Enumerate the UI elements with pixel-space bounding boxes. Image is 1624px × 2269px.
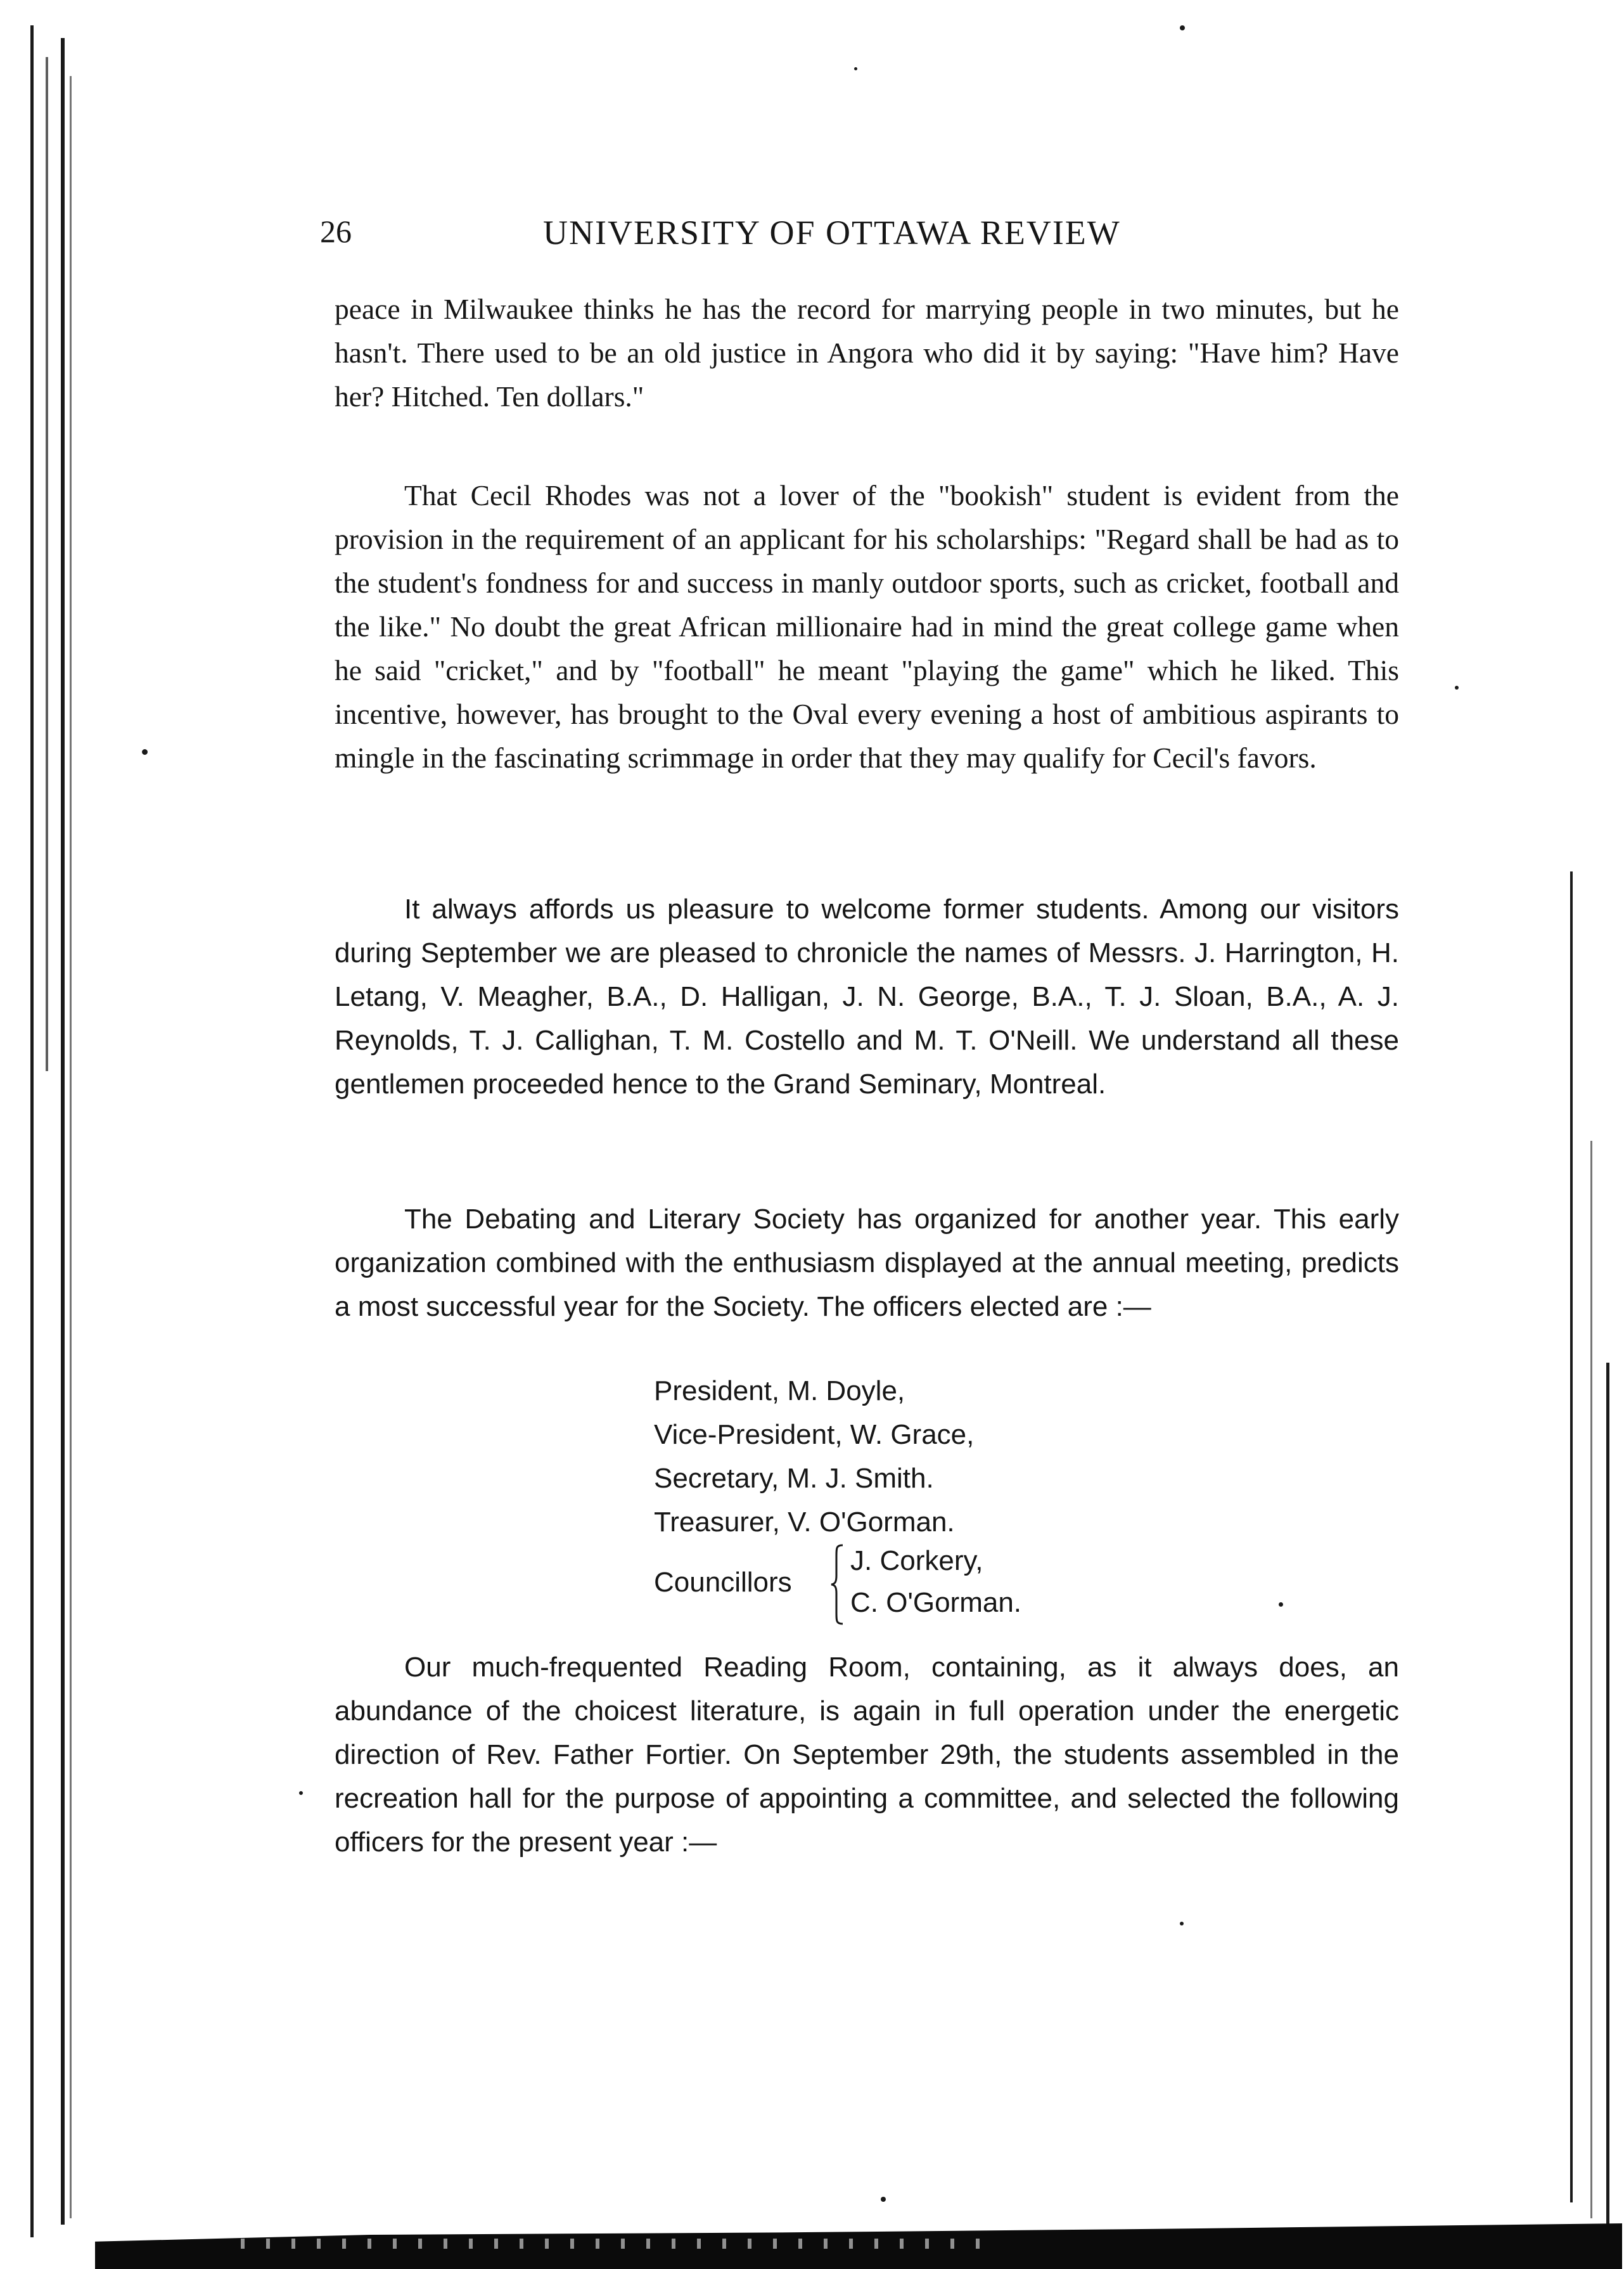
speck: [299, 1791, 303, 1795]
speck: [854, 67, 857, 70]
officer-treasurer: Treasurer, V. O'Gorman.: [654, 1507, 955, 1538]
speck: [1455, 686, 1459, 690]
speck: [1180, 25, 1185, 30]
binding-edge-line: [30, 25, 34, 2237]
binding-edge-line: [61, 38, 65, 2225]
scan-bottom-specks: [241, 2239, 1001, 2249]
councillor-name: J. Corkery,: [850, 1545, 983, 1576]
paragraph-cecil-rhodes: That Cecil Rhodes was not a lover of the "bookish" student is evident from the provision in the requirement of an applicant for his scholarships: "Regard shall be had as to the student's fondness for and success in manly outdoor sports, such as cricket, football and the like." No doubt the great African millionaire had in mind the great college game when he said "cricket," and by "football" he meant "playing the game" which he liked. This incentive, however, has brought to the Oval every evening a host of ambitious aspirants to mingle in the fascinating scrimmage in order that they may qualify for Cecil's favors.: [335, 479, 1399, 774]
councillor-name: C. O'Gorman.: [850, 1587, 1022, 1618]
speck: [142, 749, 148, 755]
page-edge-line: [1570, 871, 1573, 2202]
page-edge-line: [1606, 1363, 1609, 2237]
paragraph-debating-society: The Debating and Literary Society has organized for another year. This early organization combined with the enthusiasm displayed at the annual meeting, predicts a most successful year for the Society. The officers elected are :—: [335, 1204, 1399, 1322]
page-edge-line: [1590, 1141, 1592, 2218]
speck: [1180, 1922, 1184, 1925]
page-header: [320, 213, 1397, 257]
officer-vice-president: Vice-President, W. Grace,: [654, 1419, 975, 1450]
officer-secretary: Secretary, M. J. Smith.: [654, 1463, 934, 1494]
page-number: 26: [320, 214, 352, 249]
binding-edge-line: [46, 57, 48, 1071]
councillors-label: Councillors: [654, 1567, 792, 1598]
paragraph-reading-room: Our much-frequented Reading Room, containing, as it always does, an abundance of the choicest literature, is again in full operation under the energetic direction of Rev. Father Fortier. On September 29th, the students assembled in the recreation hall for the purpose of appointing a committee, and selected the following officers for the present year :—: [335, 1652, 1399, 1858]
officers-list: [654, 1369, 974, 1544]
paragraph-milwaukee: peace in Milwaukee thinks he has the record for marrying people in two minutes, but he hasn't. There used to be an old justice in Angora who did it by saying: "Have him? Have her? Hitched. Ten dollars.": [335, 293, 1399, 413]
running-head: UNIVERSITY OF OTTAWA REVIEW: [543, 214, 1121, 252]
binding-edge-line: [70, 76, 72, 2218]
officer-president: President, M. Doyle,: [654, 1375, 905, 1406]
curly-brace-icon: [830, 1544, 845, 1625]
councillor-names: [850, 1540, 1021, 1624]
paragraph-former-students: It always affords us pleasure to welcome former students. Among our visitors during September we are pleased to chronicle the names of Messrs. J. Harrington, H. Letang, V. Meagher, B.A., D. Halligan, J. N. George, B.A., T. J. Sloan, B.A., A. J. Reynolds, T. J. Callighan, T. M. Costello and M. T. O'Neill. We understand all these gentlemen proceeded hence to the Grand Seminary, Montreal.: [335, 894, 1399, 1100]
speck: [881, 2197, 886, 2202]
speck: [1279, 1602, 1283, 1607]
